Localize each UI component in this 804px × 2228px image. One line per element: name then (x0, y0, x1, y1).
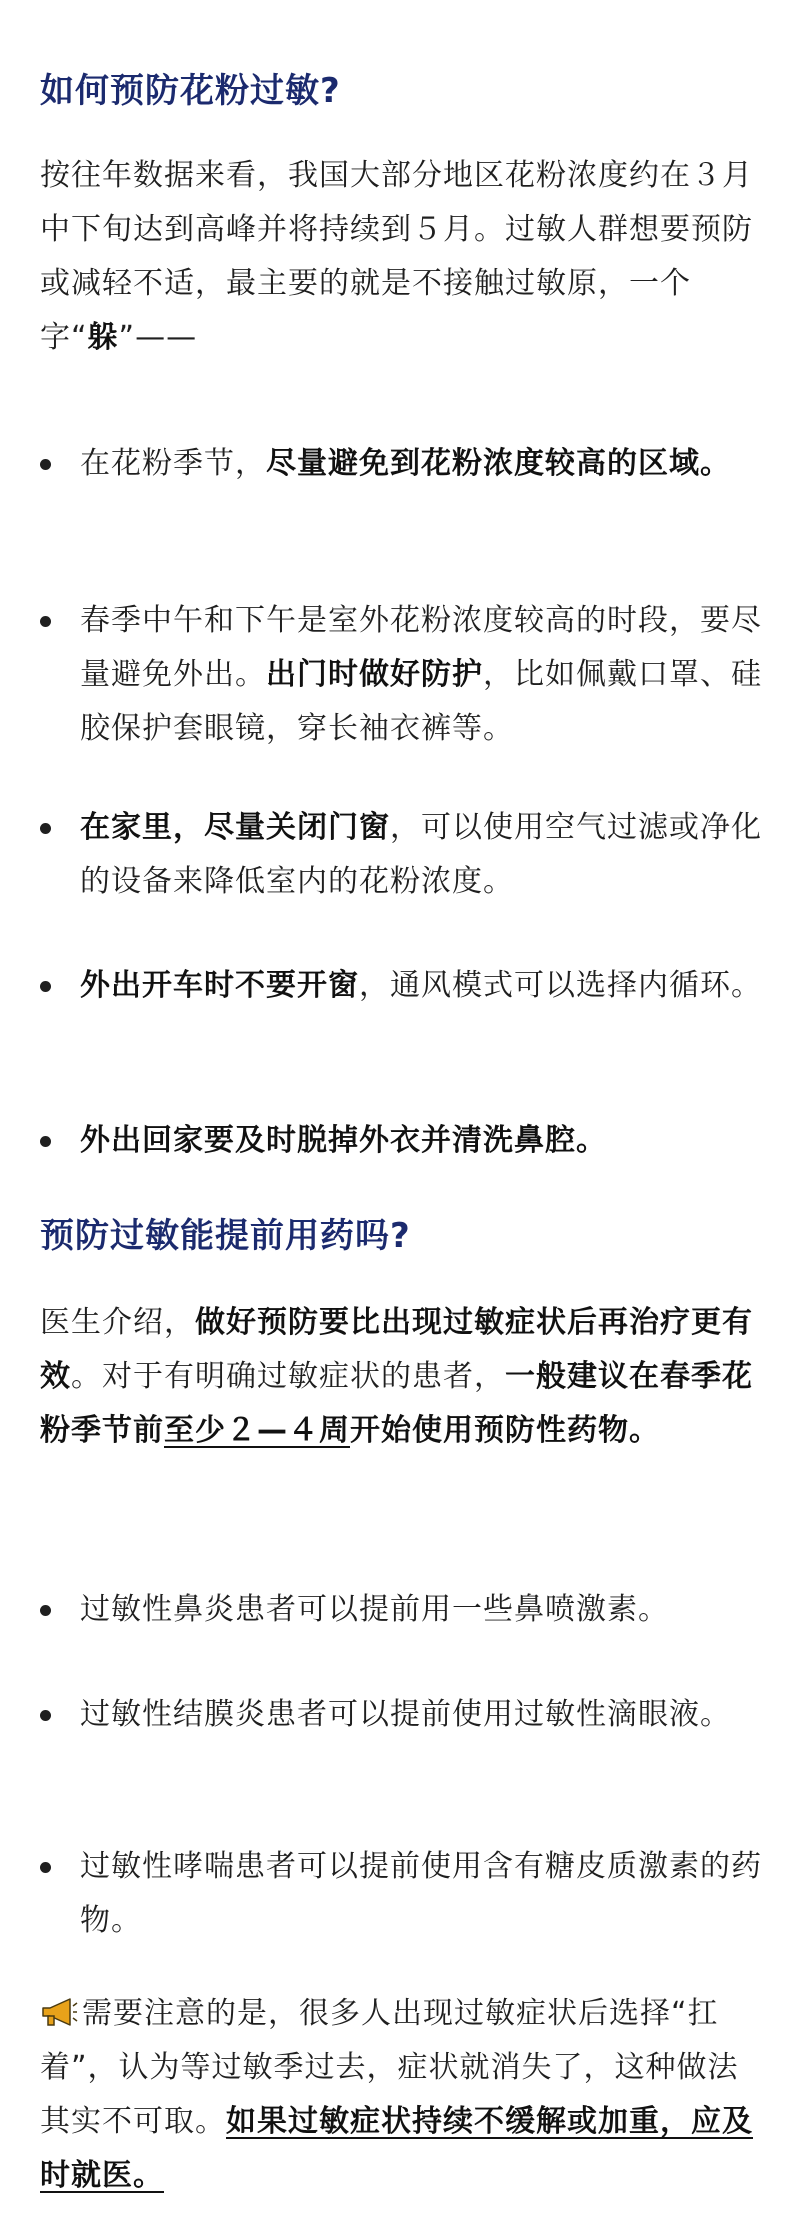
bullet-dot (40, 1605, 51, 1616)
intro-text: 按往年数据来看，我国大部分地区花粉浓度约在３月中下旬达到高峰并将持续到５月。过敏人群想要预防或减轻不适，最主要的就是不接触过敏原，一个字“ (40, 158, 753, 355)
intro-bold-word: 躲 (87, 320, 119, 355)
section-heading-medication: 预防过敏能提前用药吗? (40, 1216, 411, 1256)
list-item: 外出开车时不要开窗，通风模式可以选择内循环。 (40, 959, 764, 1013)
bullet-dot (40, 981, 51, 992)
megaphone-icon (40, 1997, 78, 2027)
list-item: 过敏性哮喘患者可以提前使用含有糖皮质激素的药物。 (40, 1840, 764, 1948)
list-item: 外出回家要及时脱掉外衣并清洗鼻腔。 (40, 1114, 764, 1168)
bullet-dot (40, 1862, 51, 1873)
list-item: 过敏性结膜炎患者可以提前使用过敏性滴眼液。 (40, 1688, 764, 1742)
bullet-dot (40, 1710, 51, 1721)
list-item: 春季中午和下午是室外花粉浓度较高的时段，要尽量避免外出。出门时做好防护，比如佩戴口罩、硅胶保护套眼镜，穿长袖衣裤等。 (40, 594, 764, 756)
bullet-dot (40, 459, 51, 470)
note-paragraph: 需要注意的是，很多人出现过敏症状后选择“扛着”，认为等过敏季过去，症状就消失了，这种做法其实不可取。如果过敏症状持续不缓解或加重，应及时就医。 (40, 1996, 753, 2193)
bullet-dot (40, 1136, 51, 1147)
section-heading-prevent: 如何预防花粉过敏? (40, 71, 341, 111)
bullet-dot (40, 616, 51, 627)
list-item: 在家里，尽量关闭门窗，可以使用空气过滤或净化的设备来降低室内的花粉浓度。 (40, 801, 764, 909)
bullet-dot (40, 823, 51, 834)
doctor-paragraph: 医生介绍，做好预防要比出现过敏症状后再治疗更有效。对于有明确过敏症状的患者，一般建议在春季花粉季节前至少２—４周开始使用预防性药物。 (40, 1305, 753, 1448)
intro-paragraph (40, 149, 764, 365)
list-item: 在花粉季节，尽量避免到花粉浓度较高的区域。 (40, 437, 764, 491)
list-item: 过敏性鼻炎患者可以提前用一些鼻喷激素。 (40, 1583, 764, 1637)
intro-dash: ”—— (118, 320, 198, 355)
